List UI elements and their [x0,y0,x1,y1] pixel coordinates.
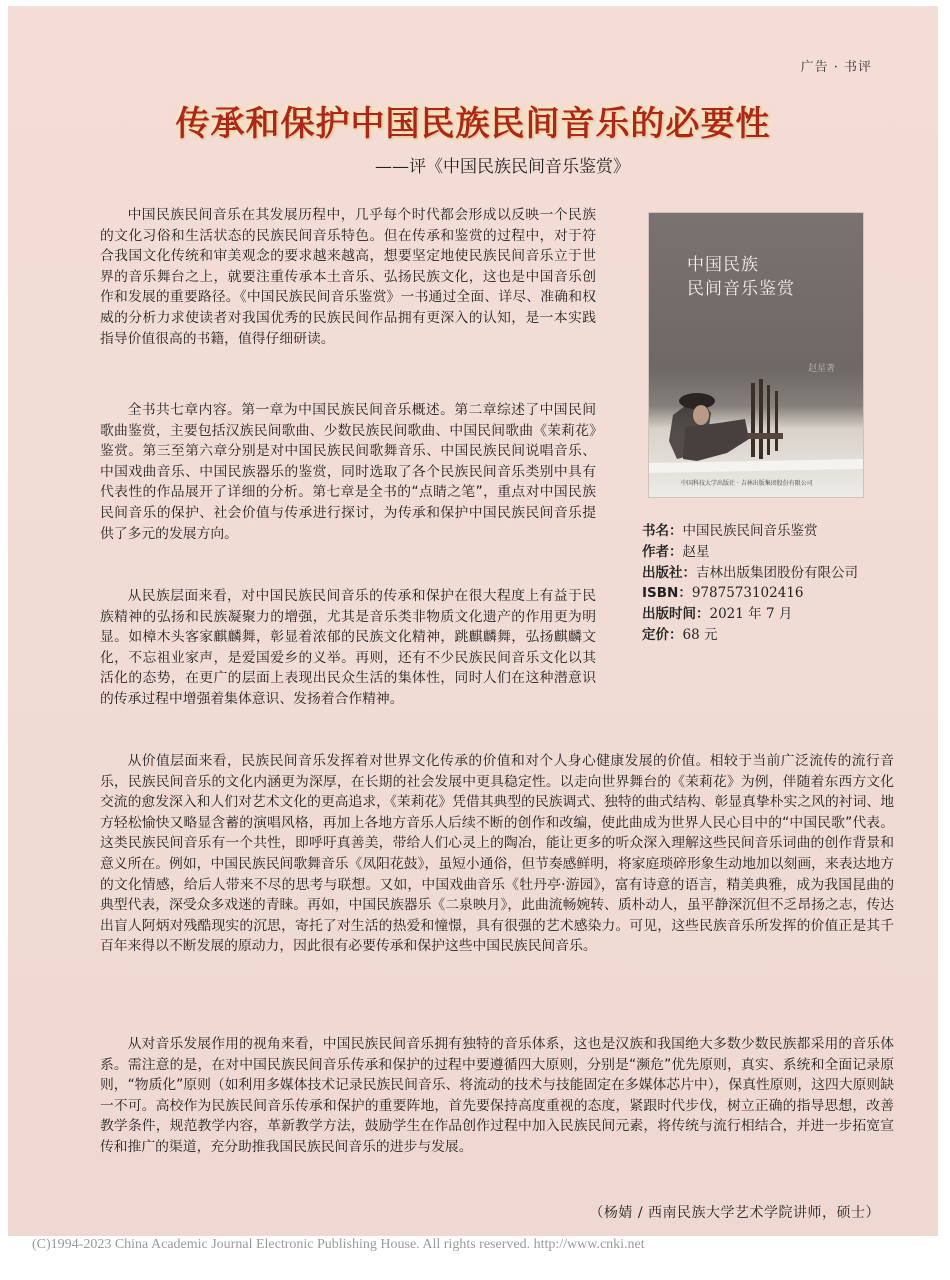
book-info-value: 9787573102416 [691,585,804,602]
book-info-row [642,625,882,646]
page [8,6,938,1236]
book-cover-author: 赵星著 [807,364,835,374]
book-info-label: 作者： [642,543,683,560]
book-info-label: 出版时间： [642,606,710,623]
book-cover-image [648,212,864,498]
book-info-value: 吉林出版集团股份有限公司 [696,564,858,581]
article-paragraph-1: 中国民族民间音乐在其发展历程中，几乎每个时代都会形成以反映一个民族的文化习俗和生活状态的民族民间音乐特色。但在传承和鉴赏的过程中，对于符合我国文化传统和审美观念的要求越来越高，想要坚定地使民族民间音乐立于世界的音乐舞台之上，就要注重传承本土音乐、弘扬民族文化，这也是中国音乐创作和发展的重要路径。《中国民族民间音乐鉴赏》一书通过全面、详尽、准确和权威的分析力求使读者对我国优秀的民族民间作品拥有更深入的认知，是一本实践指导价值很高的书籍，值得仔细研读。 [100,207,596,347]
book-info-row [642,521,882,542]
book-info-label: ISBN： [642,585,692,602]
section-tag: 广告 · 书评 [800,60,872,75]
article-subtitle: ——评《中国民族民间音乐鉴赏》 [375,157,630,177]
book-info-label: 定价： [642,626,683,643]
book-info-value: 中国民族民间音乐鉴赏 [682,523,818,539]
book-cover-publishers: 中国科技大学出版社 · 吉林出版集团股份有限公司 [681,480,813,487]
book-cover-title-line1: 中国民族 [687,255,759,275]
book-cover-title-line2: 民间音乐鉴赏 [687,279,795,299]
book-info-row [642,563,882,584]
book-info-value: 68 元 [682,626,718,643]
book-info-row [642,604,882,625]
article-paragraph-5: 从对音乐发展作用的视角来看，中国民族民间音乐拥有独特的音乐体系，这也是汉族和我国绝大多数少数民族都采用的音乐体系。需注意的是，在对中国民族民间音乐传承和保护的过程中要遵循四大原则，分别是“濒危”优先原则，真实、系统和全面记录原则，“物质化”原则（如利用多媒体技术记录民族民间音乐、将流动的技术与技能固定在多媒体芯片中），保真性原则，这四大原则缺一不可。高校作为民族民间音乐传承和保护的重要阵地，首先要保持高度重视的态度，紧跟时代步伐，树立正确的指导思想，改善教学条件，规范教学内容，革新教学方法，鼓励学生在作品创作过程中加入民族民间元素，将传统与流行相结合，并进一步拓宽宣传和推广的渠道，充分助推我国民族民间音乐的进步与发展。 [100,1036,894,1155]
copyright-footer: (C)1994-2023 China Academic Journal Electronic Publishing House. All rights reserved. http://www.cnki.net [32,1237,645,1252]
book-info-label: 出版社： [642,564,696,581]
author-byline: （杨婧 / 西南民族大学艺术学院讲师，硕士） [589,1205,880,1221]
article-paragraph-3: 从民族层面来看，对中国民族民间音乐的传承和保护在很大程度上有益于民族精神的弘扬和民族凝聚力的增强，尤其是音乐类非物质文化遗产的作用更为明显。如樟木头客家麒麟舞，彰显着浓郁的民族文化精神，跳麒麟舞，弘扬麒麟文化，不忘祖业家声，是爱国爱乡的义举。再则，还有不少民族民间音乐文化以其活化的态势，在更广的层面上表现出民众生活的集体性，同时人们在这种潜意识的传承过程中增强着集体意识、发扬着合作精神。 [100,588,596,707]
article-paragraph-4: 从价值层面来看，民族民间音乐发挥着对世界文化传承的价值和对个人身心健康发展的价值。相较于当前广泛流传的流行音乐，民族民间音乐的文化内涵更为深厚，在长期的社会发展中更具稳定性。以走向世界舞台的《茉莉花》为例，伴随着东西方文化交流的愈发深入和人们对艺术文化的更高追求，《茉莉花》凭借其典型的民族调式、独特的曲式结构、彰显真挚朴实之风的衬词、地方轻松愉快又略显含蓄的演唱风格，再加上各地方音乐人后续不断的创作和改编，使此曲成为世界人民心目中的“中国民歌”代表。这类民族民间音乐有一个共性，即呼吁真善美，带给人们心灵上的陶冶，能让更多的听众深入理解这些民间音乐词曲的创作背景和意义所在。例如，中国民族民间歌舞音乐《凤阳花鼓》，虽短小通俗，但节奏感鲜明，将家庭琐碎形象生动地加以刻画，来表达地方的文化情感，给后人带来不尽的思考与联想。又如，中国戏曲音乐《牡丹亭·游园》，富有诗意的语言，精美典雅，成为我国昆曲的典型代表，深受众多戏迷的青睐。再如，中国民族器乐《二泉映月》，此曲流畅婉转、质朴动人，虽平静深沉但不乏昂扬之志，传达出盲人阿炳对残酷现实的沉思，寄托了对生活的热爱和憧憬，具有很强的艺术感染力。可见，这些民族音乐所发挥的价值正是其千百年来得以不断发展的原动力，因此很有必要传承和保护这些中国民族民间音乐。 [100,753,894,955]
article-title: 传承和保护中国民族民间音乐的必要性 [175,104,771,144]
book-info-value: 2021 年 7 月 [709,606,793,623]
book-info [642,521,882,646]
book-info-value: 赵星 [682,543,710,560]
book-info-row [642,583,882,604]
book-info-row [642,542,882,563]
book-info-label: 书名： [642,523,683,539]
article-paragraph-2: 全书共七章内容。第一章为中国民族民间音乐概述。第二章综述了中国民间歌曲鉴赏，主要包括汉族民间歌曲、少数民族民间歌曲、中国民间歌曲《茉莉花》鉴赏。第三至第六章分别是对中国民族民间歌舞音乐、中国民族民间说唱音乐、中国戏曲音乐、中国民族器乐的鉴赏，同时选取了各个民族民间音乐类别中具有代表性的作品展开了详细的分析。第七章是全书的“点睛之笔”，重点对中国民族民间音乐的保护、社会价值与传承进行探讨，为传承和保护中国民族民间音乐提供了多元的发展方向。 [100,402,596,542]
book-cover-title [687,253,795,301]
